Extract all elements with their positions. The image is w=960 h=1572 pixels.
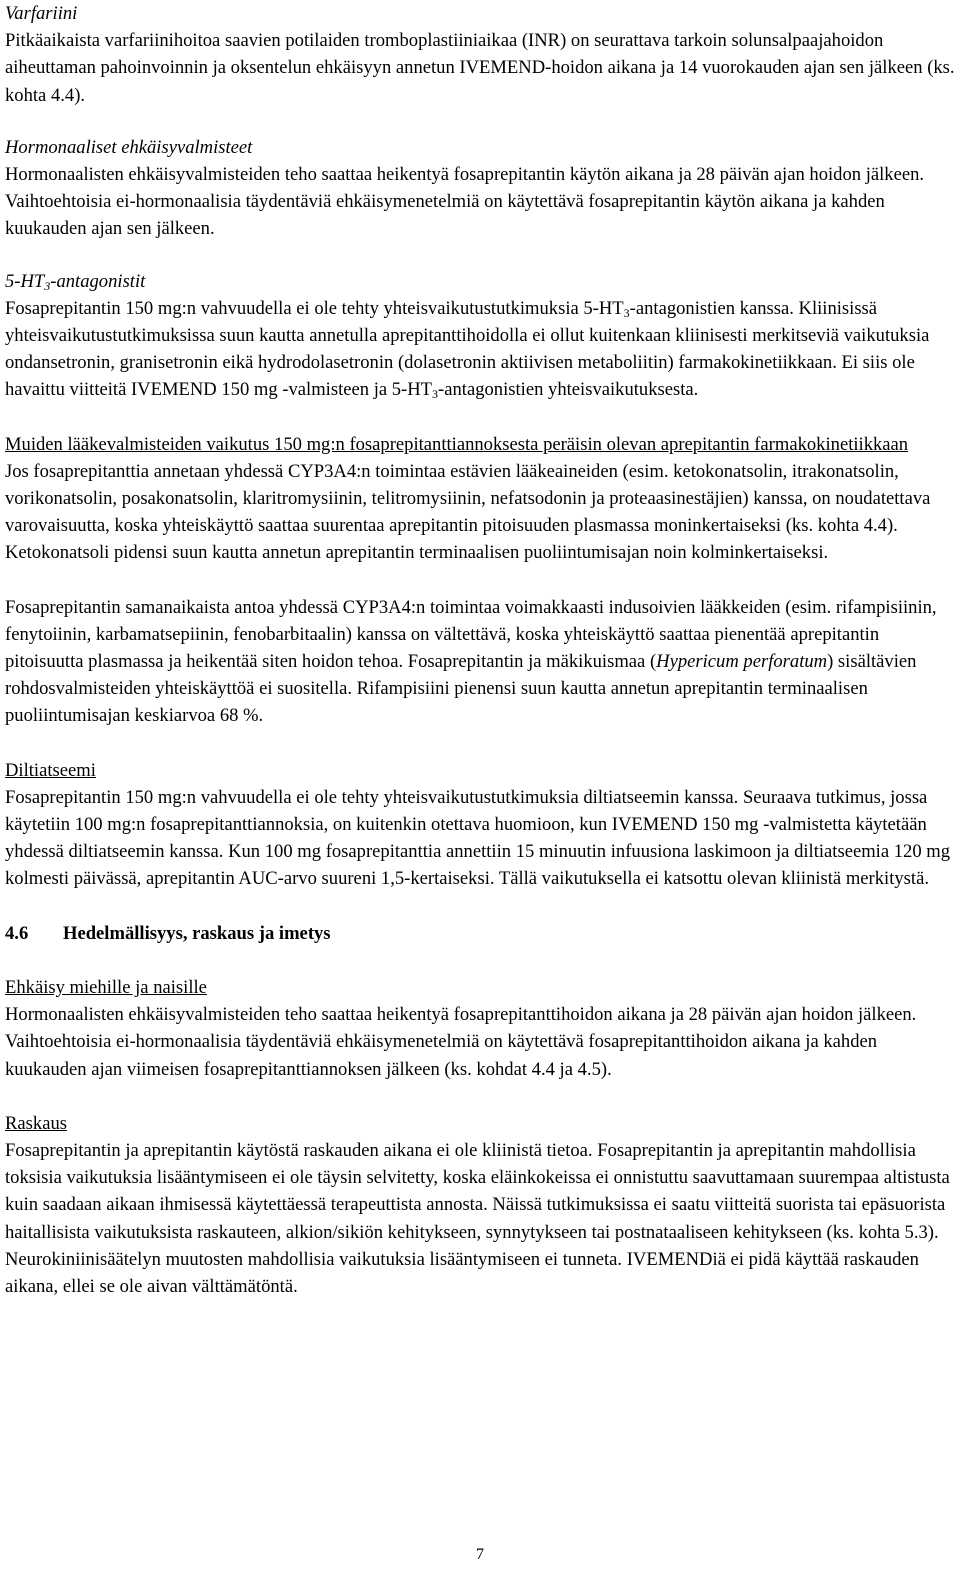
contraception-title: Ehkäisy miehille ja naisille — [5, 976, 207, 998]
ht3-title-prefix: 5-HT — [5, 270, 45, 292]
hormonal-title: Hormonaaliset ehkäisyvalmisteet — [5, 136, 253, 158]
hypericum-term: Hypericum perforatum — [656, 651, 828, 673]
ht3-body-sub-2: 3 — [432, 387, 439, 402]
other-drugs-body-1: Jos fosaprepitanttia annetaan yhdessä CYP3A4:n toimintaa estävien lääkeaineiden (esim. ketokonatsolin, itrakonatsolin, vorikonatsolin, posakonatsolin, klaritromysiinin, telitromysiinin, nefatsodonin ja proteaasinestäjien) kanssa, on noudatettava varovaisuutta, koska yhteiskäyttö saattaa suurentaa aprepitantin pitoisuuden plasmassa moninkertaiseksi (ks. kohta 4.4). Ketokonatsoli pidensi suun kautta annetun aprepitantin terminaalisen puoliintumisajan noin kolminkertaiseksi. — [5, 460, 931, 564]
pregnancy-body: Fosaprepitantin ja aprepitantin käytöstä raskauden aikana ei ole kliinistä tietoa. Fosaprepitantin ja aprepitantin mahdollisia toksisia vaikutuksia lisääntymiseen ei ole täysin selvitetty, koska eläinkokeissa ei onnistuttu saavuttamaan suurempaa altistusta kuin saadaan aikaan ihmisessä käytettäessä terapeuttista annosta. Näissä tutkimuksissa ei saatu viitteitä suorista tai epäsuorista haitallisista vaikutuksista raskauteen, alkion/sikiön kehitykseen, synnytykseen tai postnataaliseen kehitykseen (ks. kohta 5.3). Neurokiniinisäätelyn muutosten mahdollisia vaikutuksia lisääntymiseen ei tunneta. IVEMENDiä ei pidä käyttää raskauden aikana, ellei se ole aivan välttämätöntä. — [5, 1139, 950, 1297]
ht3-title — [5, 268, 955, 295]
other-drugs-body-2a: Fosaprepitantin samanaikaista antoa yhdessä CYP3A4:n toimintaa voimakkaasti indusoivien lääkkeiden (esim. rifampisiinin, fenytoiinin, karbamatsepiinin, fenobarbitaalin) kanssa on vältettävä, koska yhteiskäyttö saattaa pienentää aprepitantin pitoisuutta plasmassa ja heikentää siten hoidon tehoa. Fosaprepitantin ja mäkikuismaa ( — [5, 596, 937, 673]
ht3-title-sub: 3 — [44, 278, 51, 293]
ht3-body-sub-1: 3 — [623, 305, 630, 320]
ht3-body-part-2: -antagonistien kanssa. Kliinisissä yhteisvaikutustutkimuksissa suun kautta annetulla aprepitanttihoidolla ei ollut kuitenkaan kliinisesti merkitseviä vaikutuksia ondansetronin, granisetronin eikä hydrodolasetronin (dolasetronin aktiivisen metaboliitin) farmakokinetiikkaan. Ei siis ole havaittu viitteitä IVEMEND 150 mg -valmisteen ja 5-HT — [5, 297, 930, 401]
section-heading-4-6 — [5, 920, 955, 947]
other-drugs-title: Muiden lääkevalmisteiden vaikutus 150 mg:n fosaprepitanttiannoksesta peräisin olevan aprepitantin farmakokinetiikkaan — [5, 433, 909, 455]
ht3-body-part-1: Fosaprepitantin 150 mg:n vahvuudella ei ole tehty yhteisvaikutustutkimuksia 5-HT — [5, 297, 624, 319]
document-page — [5, 0, 955, 1300]
ht3-body-part-3: -antagonistien yhteisvaikutuksesta. — [438, 379, 699, 401]
section-title: Hedelmällisyys, raskaus ja imetys — [63, 922, 331, 944]
ht3-title-suffix: -antagonistit — [50, 270, 146, 292]
page-number: 7 — [476, 1546, 484, 1563]
pregnancy-title: Raskaus — [5, 1112, 67, 1134]
other-drugs-body-2 — [5, 594, 955, 730]
diltiazem-body: Fosaprepitantin 150 mg:n vahvuudella ei ole tehty yhteisvaikutustutkimuksia diltiatseemin kanssa. Seuraava tutkimus, jossa käytetiin 100 mg:n fosaprepitanttiannoksia, on kuitenkin otettava huomioon, kun IVEMEND 150 mg -valmistetta käytetään yhdessä diltiatseemin kanssa. Kun 100 mg fosaprepitanttia annettiin 15 minuutin infuusiona laskimoon ja diltiatseemia 120 mg kolmesti päivässä, aprepitantin AUC-arvo suureni 1,5-kertaiseksi. Tällä vaikutuksella ei katsottu olevan kliinistä merkitystä. — [5, 786, 951, 890]
other-drugs-body-2b: ) sisältävien rohdosvalmisteiden yhteiskäyttöä ei suositella. Rifampisiini pienensi suun kautta annetun aprepitantin terminaalisen puoliintumisajan keskiarvoa 68 %. — [5, 651, 917, 727]
contraception-body: Hormonaalisten ehkäisyvalmisteiden teho saattaa heikentyä fosaprepitanttihoidon aikana ja 28 päivän ajan hoidon jälkeen. Vaihtoehtoisia ei-hormonaalisia täydentäviä ehkäisymenetelmiä on käytettävä fosaprepitanttihoidon aikana ja kahden kuukauden ajan viimeisen fosaprepitanttiannoksen jälkeen (ks. kohdat 4.4 ja 4.5). — [5, 1004, 917, 1080]
section-number: 4.6 — [5, 922, 29, 944]
diltiazem-title: Diltiatseemi — [5, 759, 96, 781]
warfarin-title: Varfariini — [5, 3, 78, 24]
hormonal-body: Hormonaalisten ehkäisyvalmisteiden teho saattaa heikentyä fosaprepitantin käytön aikana ja 28 päivän ajan hoidon jälkeen. Vaihtoehtoisia ei-hormonaalisia täydentäviä ehkäisymenetelmiä on käytettävä fosaprepitantin käytön aikana ja kahden kuukauden ajan sen jälkeen. — [5, 164, 925, 240]
warfarin-body: Pitkäaikaista varfariinihoitoa saavien potilaiden tromboplastiiniaikaa (INR) on seurattava tarkoin solunsalpaajahoidon aiheuttaman pahoinvoinnin ja oksentelun ehkäisyyn annetun IVEMEND-hoidon aikana ja 14 vuorokauden ajan sen jälkeen (ks. kohta 4.4). — [5, 30, 955, 106]
ht3-body — [5, 295, 955, 404]
